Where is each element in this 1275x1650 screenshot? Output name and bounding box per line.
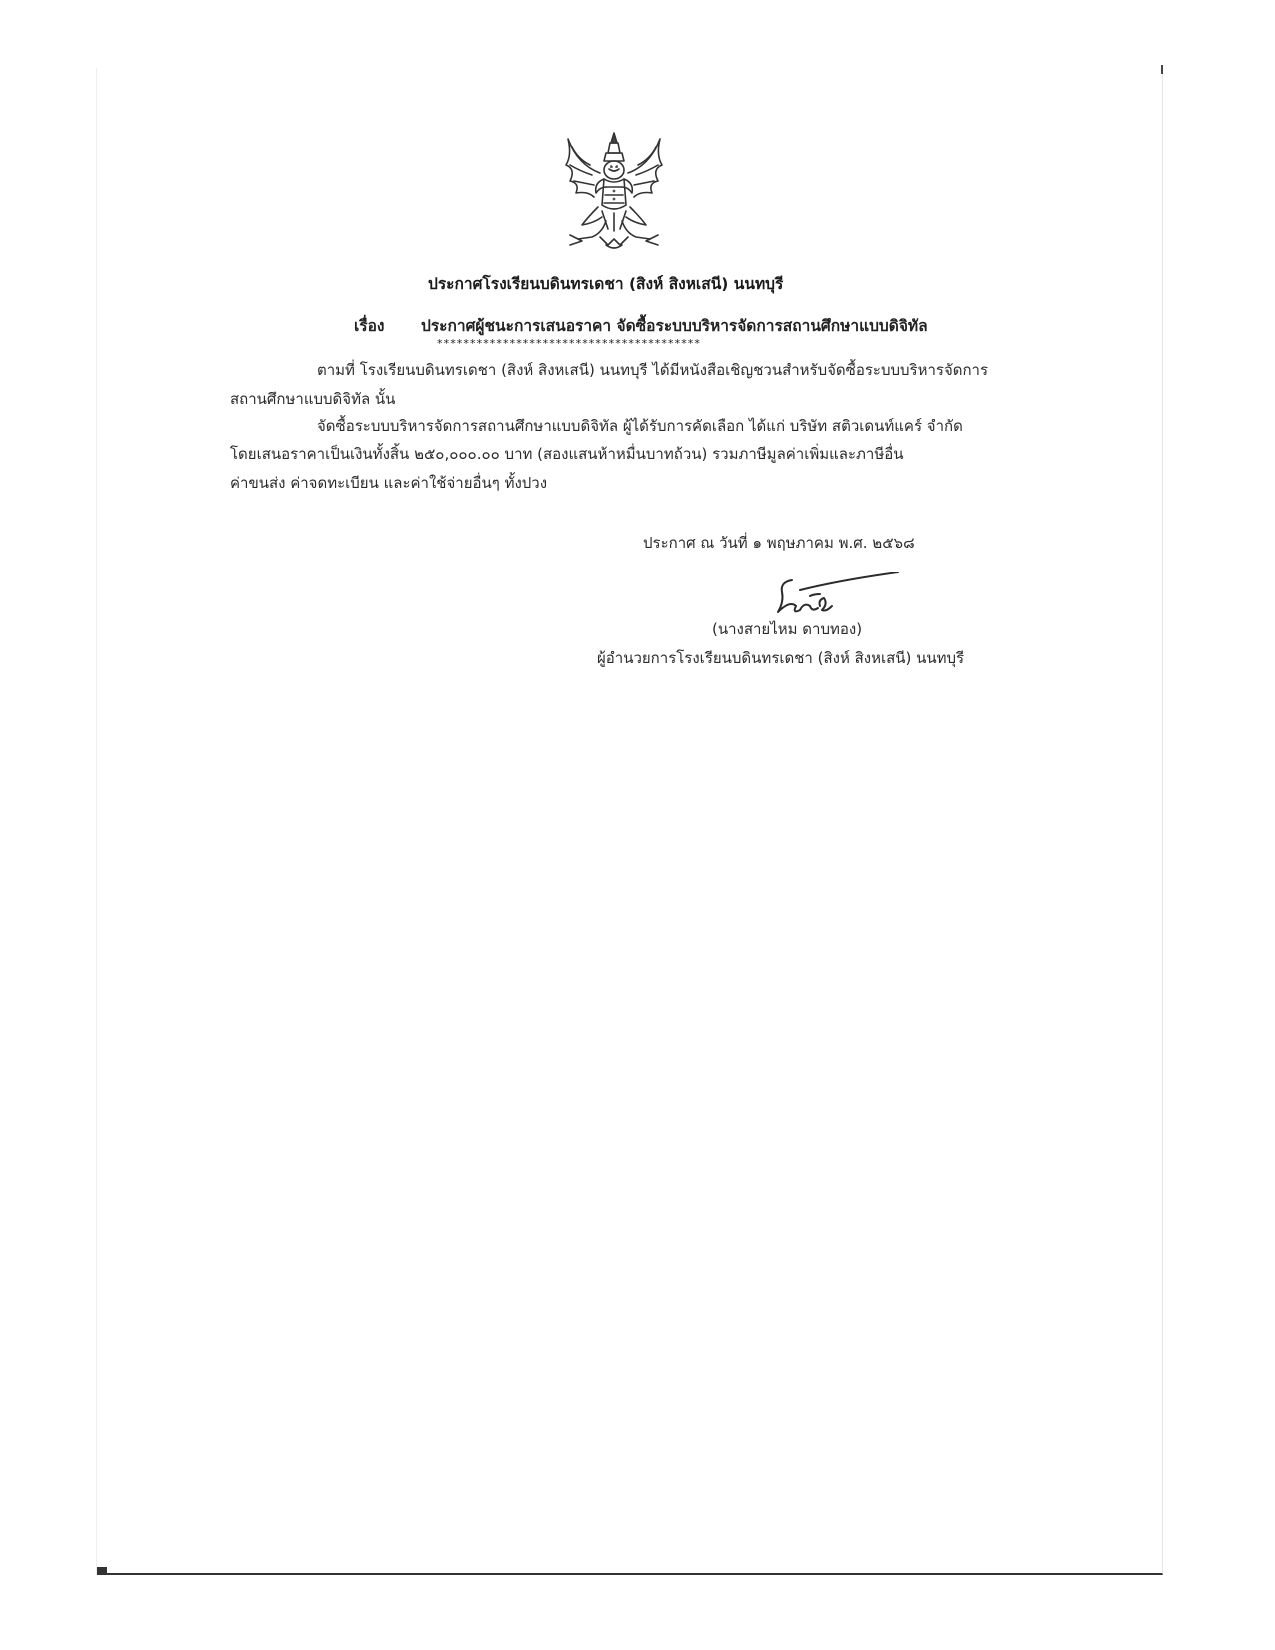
paragraph-2-line-1: จัดซื้อระบบบริหารจัดการสถานศึกษาแบบดิจิทัล ผู้ได้รับการคัดเลือก ได้แก่ บริษัท สติวเดนท์แคร์ จำกัด: [317, 417, 963, 435]
paragraph-2-line-2: โดยเสนอราคาเป็นเงินทั้งสิ้น ๒๕๐,๐๐๐.๐๐ บาท (สองแสนห้าหมื่นบาทถ้วน) รวมภาษีมูลค่าเพิ่มและภาษีอื่น: [230, 445, 904, 463]
paragraph-2-line-3: ค่าขนส่ง ค่าจดทะเบียน และค่าใช้จ่ายอื่นๆ ทั้งปวง: [230, 474, 548, 492]
paragraph-1-line-1: ตามที่ โรงเรียนบดินทรเดชา (สิงห์ สิงหเสนี) นนทบุรี ได้มีหนังสือเชิญชวนสำหรับจัดซื้อระบบบริหารจัดการ: [317, 361, 989, 379]
garuda-emblem-icon: [548, 125, 680, 257]
signature: [770, 572, 910, 622]
subject-label: เรื่อง: [354, 317, 385, 335]
subject-text: ประกาศผู้ชนะการเสนอราคา จัดซื้อระบบบริหารจัดการสถานศึกษาแบบดิจิทัล: [421, 317, 928, 335]
signer-position: ผู้อำนวยการโรงเรียนบดินทรเดชา (สิงห์ สิงหเสนี) นนทบุรี: [597, 649, 965, 667]
signer-name: (นางสายไหม ดาบทอง): [712, 620, 863, 638]
page-edge-mark: [1161, 65, 1163, 74]
paragraph-1-line-2: สถานศึกษาแบบดิจิทัล นั้น: [230, 390, 396, 408]
announcement-title: ประกาศโรงเรียนบดินทรเดชา (สิงห์ สิงหเสนี) นนทบุรี: [428, 275, 784, 293]
title-separator: ****************************************: [437, 337, 701, 350]
announcement-date: ประกาศ ณ วันที่ ๑ พฤษภาคม พ.ศ. ๒๕๖๘: [643, 534, 915, 552]
page-edge-shadow: [97, 1567, 107, 1574]
